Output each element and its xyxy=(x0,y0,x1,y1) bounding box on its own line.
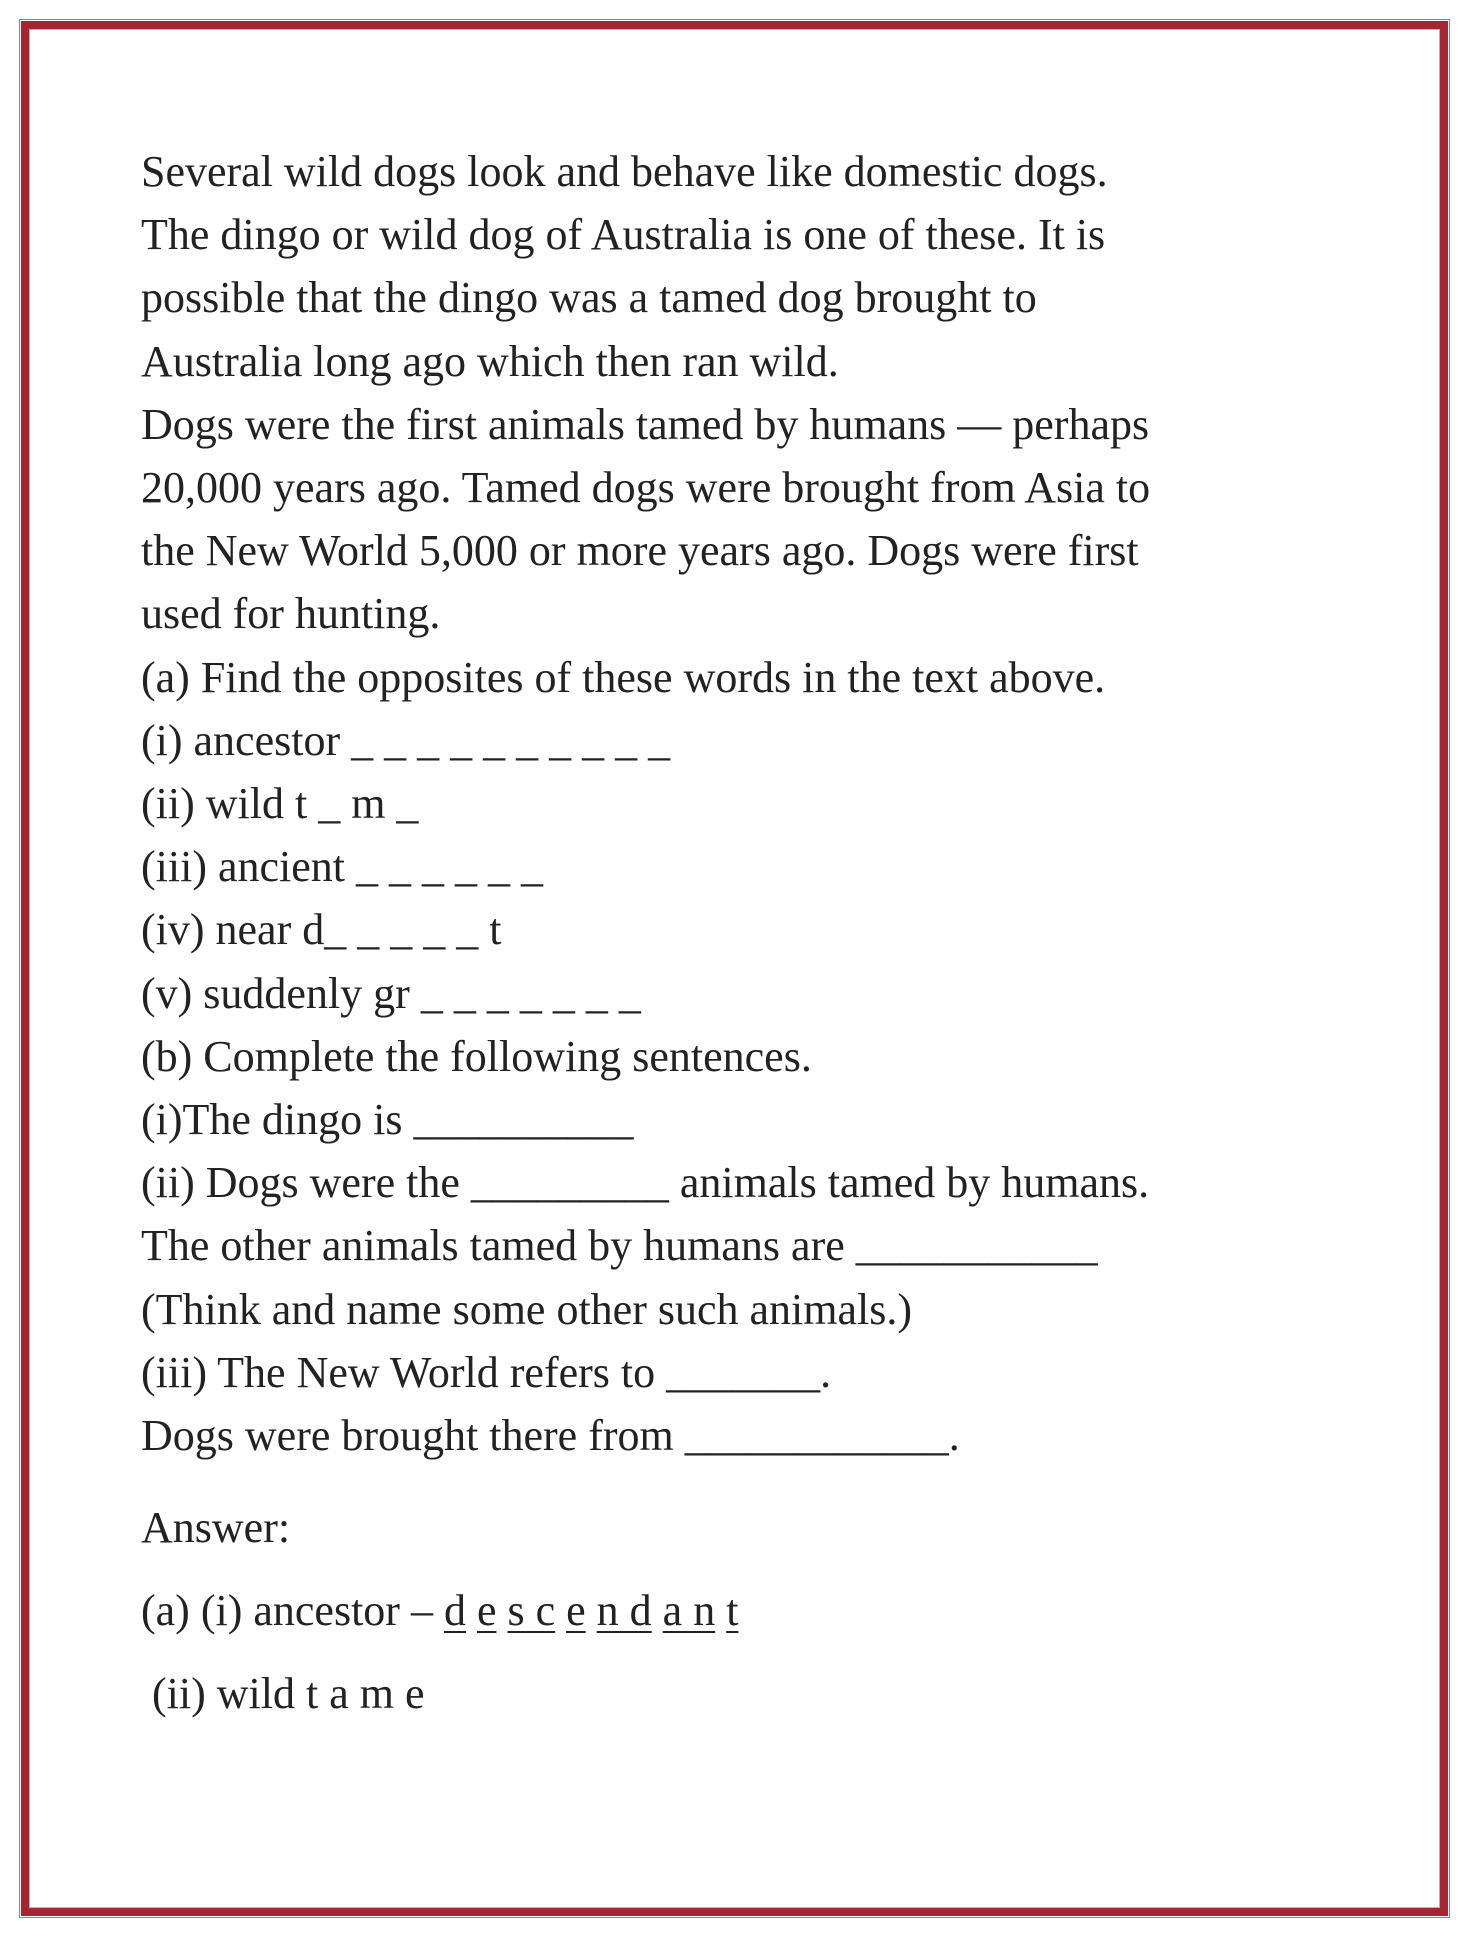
answer-heading: Answer: xyxy=(141,1503,291,1552)
question-line: (i) ancestor _ _ _ _ _ _ _ _ _ _ xyxy=(141,715,671,765)
passage-line: Dogs were the first animals tamed by humans — perhaps xyxy=(141,399,1150,449)
answer-letters: e xyxy=(566,1586,586,1635)
answer-letters: e xyxy=(476,1586,497,1635)
question-line: (Think and name some other such animals.) xyxy=(141,1284,913,1334)
passage-line: used for hunting. xyxy=(141,589,441,639)
question-line: (ii) Dogs were the _________ animals tamed by humans. xyxy=(141,1158,1150,1208)
question-line: (ii) wild t _ m _ xyxy=(141,779,419,829)
question-line: (b) Complete the following sentences. xyxy=(141,1031,812,1081)
answer-letters: s c xyxy=(507,1586,556,1635)
passage-line: 20,000 years ago. Tamed dogs were brought from Asia to xyxy=(141,463,1151,513)
answer-a-i xyxy=(141,1569,738,1652)
answer-a-i-prefix: (a) (i) ancestor – xyxy=(141,1586,444,1635)
question-line: (iii) ancient _ _ _ _ _ _ xyxy=(141,842,544,892)
answer-letters: t xyxy=(726,1586,739,1635)
answer-section xyxy=(141,1486,738,1735)
worksheet-body xyxy=(141,140,1391,1467)
answer-a-ii: (ii) wild t a m e xyxy=(141,1669,425,1718)
passage-line: the New World 5,000 or more years ago. Dogs were first xyxy=(141,526,1139,576)
question-line: The other animals tamed by humans are ___________ xyxy=(141,1221,1098,1271)
answer-letters: d xyxy=(443,1586,466,1635)
passage-line: Several wild dogs look and behave like domestic dogs. xyxy=(141,147,1108,196)
passage-line: The dingo or wild dog of Australia is one of these. It is xyxy=(141,210,1106,260)
question-line: Dogs were brought there from ____________. xyxy=(141,1411,960,1461)
answer-letters: n d xyxy=(596,1586,652,1635)
question-line: (i)The dingo is __________ xyxy=(141,1095,634,1145)
question-line: (iii) The New World refers to _______. xyxy=(141,1347,832,1397)
answer-letters: a n xyxy=(662,1586,716,1635)
passage-line: Australia long ago which then ran wild. xyxy=(141,336,839,386)
question-line: (a) Find the opposites of these words in the text above. xyxy=(141,652,1106,702)
passage-line: possible that the dingo was a tamed dog brought to xyxy=(141,273,1037,323)
question-line: (v) suddenly gr _ _ _ _ _ _ _ xyxy=(141,968,641,1018)
question-line: (iv) near d_ _ _ _ _ t xyxy=(141,905,502,955)
